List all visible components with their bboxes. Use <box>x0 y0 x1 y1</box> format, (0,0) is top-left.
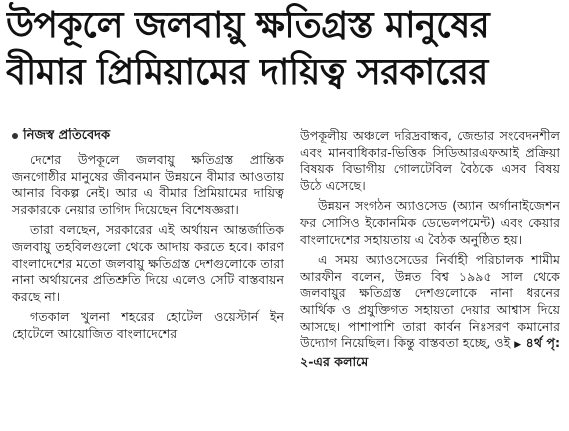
paragraph-text: এ সময় অ্যাওসেডের নির্বাহী পরিচালক শামীম আরফীন বলেন, উন্নত বিশ্ব ১৯৯৫ সাল থেকে জলবায়ুর ক্ষতিগ্রস্ত দেশগুলোকে নানা ধরনের আর্থিক ও প্রযুক্তিগত সহায়তা দেয়ার আশ্বাস দিয়ে আসছে। পাশাপাশি তারা কার্বন নিঃসরণ কমানোর উদ্যোগ নিয়েছিল। কিন্তু বাস্তবতা হচ্ছে, ওই <box>300 252 560 351</box>
paragraph: গতকাল খুলনা শহরের হোটেল ওয়েস্টার্ন ইন হোটেলে আয়োজিত বাংলাদেশের <box>12 309 284 341</box>
continuation-jump-text: ৪র্থ পৃ: ২-এর কলামে <box>300 335 560 369</box>
paragraph: উপকূলীয় অঞ্চলে দরিদ্রবান্ধব, জেন্ডার সংবেদনশীল এবং মানবাধিকার-ভিত্তিক সিডিআরএফআই প্রক্রিয়া বিষয়ক বিভাগীয় গোলটেবিল বৈঠকে এসব বিষয় উঠে এসেছে। <box>300 128 560 193</box>
paragraph: উন্নয়ন সংগঠন অ্যাওসেড (অ্যান অর্গানাইজেশন ফর সোসিও ইকোনমিক ডেভেলপমেন্ট) এবং কেয়ার বাংলাদেশের সহায়তায় এ বৈঠক অনুষ্ঠিত হয়। <box>300 198 560 247</box>
headline <box>6 2 563 96</box>
article-column-right <box>300 128 560 428</box>
headline-line-1: উপকূলে জলবায়ু ক্ষতিগ্রস্ত মানুষের <box>6 5 490 46</box>
article-column-left <box>12 128 284 428</box>
bullet-icon <box>12 133 18 139</box>
headline-line-2: বীমার প্রিমিয়ামের দায়িত্ব সরকারের <box>6 52 488 93</box>
byline-text: নিজস্ব প্রতিবেদক <box>23 128 111 143</box>
paragraph: দেশের উপকূলে জলবায়ু ক্ষতিগ্রস্ত প্রান্তিক জনগোষ্ঠীর মানুষের জীবনমান উন্নয়নে বীমার আওতায় আনার বিকল্প নেই। আর এ বীমার প্রিমিয়ামের দায়িত্ব সরকারকে নেয়ার তাগিদ দিয়েছেন বিশেষজ্ঞরা। <box>12 152 284 217</box>
triangle-right-icon: ▶ <box>514 340 522 351</box>
byline <box>12 128 284 144</box>
paragraph <box>300 252 560 370</box>
paragraph: তারা বলছেন, সরকারের এই অর্থায়ন আন্তর্জাতিক জলবায়ু তহবিলগুলো থেকে আদায় করতে হবে। কারণ বাংলাদেশের মতো জলবায়ু ক্ষতিগ্রস্ত দেশগুলোকে তারা নানা অর্থায়নের প্রতিশ্রুতি দিয়ে এলেও সেটি বাস্তবায়ন করছে না। <box>12 222 284 304</box>
